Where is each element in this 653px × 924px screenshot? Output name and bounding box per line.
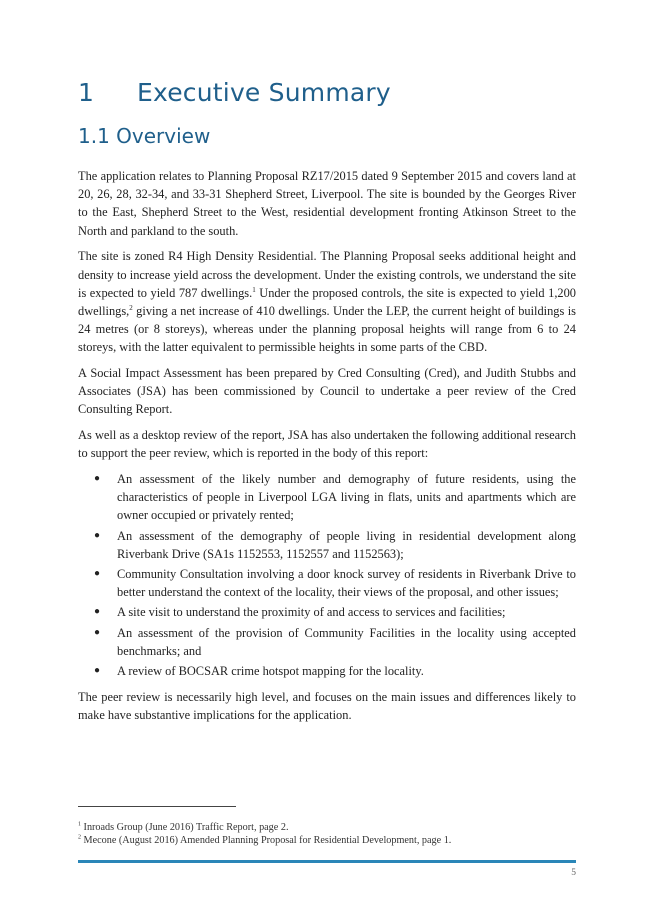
paragraph-research-intro: As well as a desktop review of the report, JSA has also undertaken the following additional research to support the peer review, which is reported in the body of this report:	[78, 428, 576, 461]
list-item-text: Community Consultation involving a door knock survey of residents in Riverbank Drive to better understand the context of the locality, their views of the proposal, and other issues;	[117, 567, 576, 600]
list-item	[94, 470, 576, 525]
footnotes	[78, 821, 578, 847]
footnote-text: Inroads Group (June 2016) Traffic Report, page 2.	[81, 822, 289, 833]
footnote-ref-1: 1	[252, 285, 256, 294]
zoning-text-part1: The site is zoned R4 High Density Residential. The Planning Proposal seeks additional height and density to increase yield across the development. Under the existing controls, we understand the site is expected to yield 787 dwellings.	[78, 249, 576, 300]
list-item-text: A site visit to understand the proximity of and access to services and facilities;	[117, 605, 506, 620]
footer-rule	[78, 860, 576, 863]
list-item-text: A review of BOCSAR crime hotspot mapping for the locality.	[117, 664, 424, 679]
body-text	[78, 167, 576, 732]
list-item	[94, 565, 576, 601]
list-item-text: An assessment of the provision of Community Facilities in the locality using accepted benchmarks; and	[117, 625, 576, 658]
list-item	[94, 603, 576, 621]
list-item-text: An assessment of the demography of people living in residential development along Riverbank Drive (SA1s 1152553, 1152557 and 1152563);	[117, 528, 576, 561]
section-title: Executive Summary	[137, 78, 391, 107]
list-item	[94, 624, 576, 660]
section-heading	[78, 78, 391, 107]
footnote-text: Mecone (August 2016) Amended Planning Proposal for Residential Development, page 1.	[81, 835, 452, 846]
zoning-text-part3: giving a net increase of 410 dwellings. Under the LEP, the current height of buildings is 24 metres (or 8 storeys), whereas under the planning proposal heights will range from 6 to 24 storeys, with the latter equivalent to permissible heights in some parts of the CBD.	[78, 303, 576, 355]
footnote-1	[78, 821, 578, 834]
paragraph-conclusion: The peer review is necessarily high level, and focuses on the main issues and differences likely to make have substantive implications for the application.	[78, 689, 576, 722]
footnote-mark: 2	[78, 834, 81, 841]
bullet-icon: ●	[94, 626, 101, 638]
bullet-icon: ●	[94, 606, 101, 618]
subsection-heading: 1.1 Overview	[78, 124, 211, 148]
research-bullet-list	[78, 470, 576, 680]
list-item-text: An assessment of the likely number and demography of future residents, using the characteristics of people in Liverpool LGA living in flats, units and apartments which are owner occupied or privately rented;	[117, 472, 576, 523]
bullet-icon: ●	[94, 568, 101, 580]
footnote-divider	[78, 806, 236, 807]
page-number: 5	[571, 868, 576, 878]
section-number: 1	[78, 78, 95, 107]
bullet-icon: ●	[94, 529, 101, 541]
list-item	[94, 662, 576, 680]
footnote-ref-2: 2	[129, 303, 133, 312]
paragraph-site-description: The application relates to Planning Proposal RZ17/2015 dated 9 September 2015 and covers land at 20, 26, 28, 32-34, and 33-31 Shepherd Street, Liverpool. The site is bounded by the Georges River to the East, Shepherd Street to the West, residential development fronting Atkinson Street to the North and parkland to the south.	[78, 169, 576, 238]
paragraph-assessment: A Social Impact Assessment has been prepared by Cred Consulting (Cred), and Judith Stubbs and Associates (JSA) has been commissioned by Council to undertake a peer review of the Cred Consulting Report.	[78, 366, 576, 417]
bullet-icon: ●	[94, 665, 101, 677]
footnote-2	[78, 834, 578, 847]
list-item	[94, 527, 576, 563]
paragraph-zoning	[78, 247, 576, 356]
footnote-mark: 1	[78, 821, 81, 828]
zoning-text-part2: Under the proposed controls, the site is expected to yield 1,200 dwellings,	[78, 285, 576, 318]
bullet-icon: ●	[94, 473, 101, 485]
